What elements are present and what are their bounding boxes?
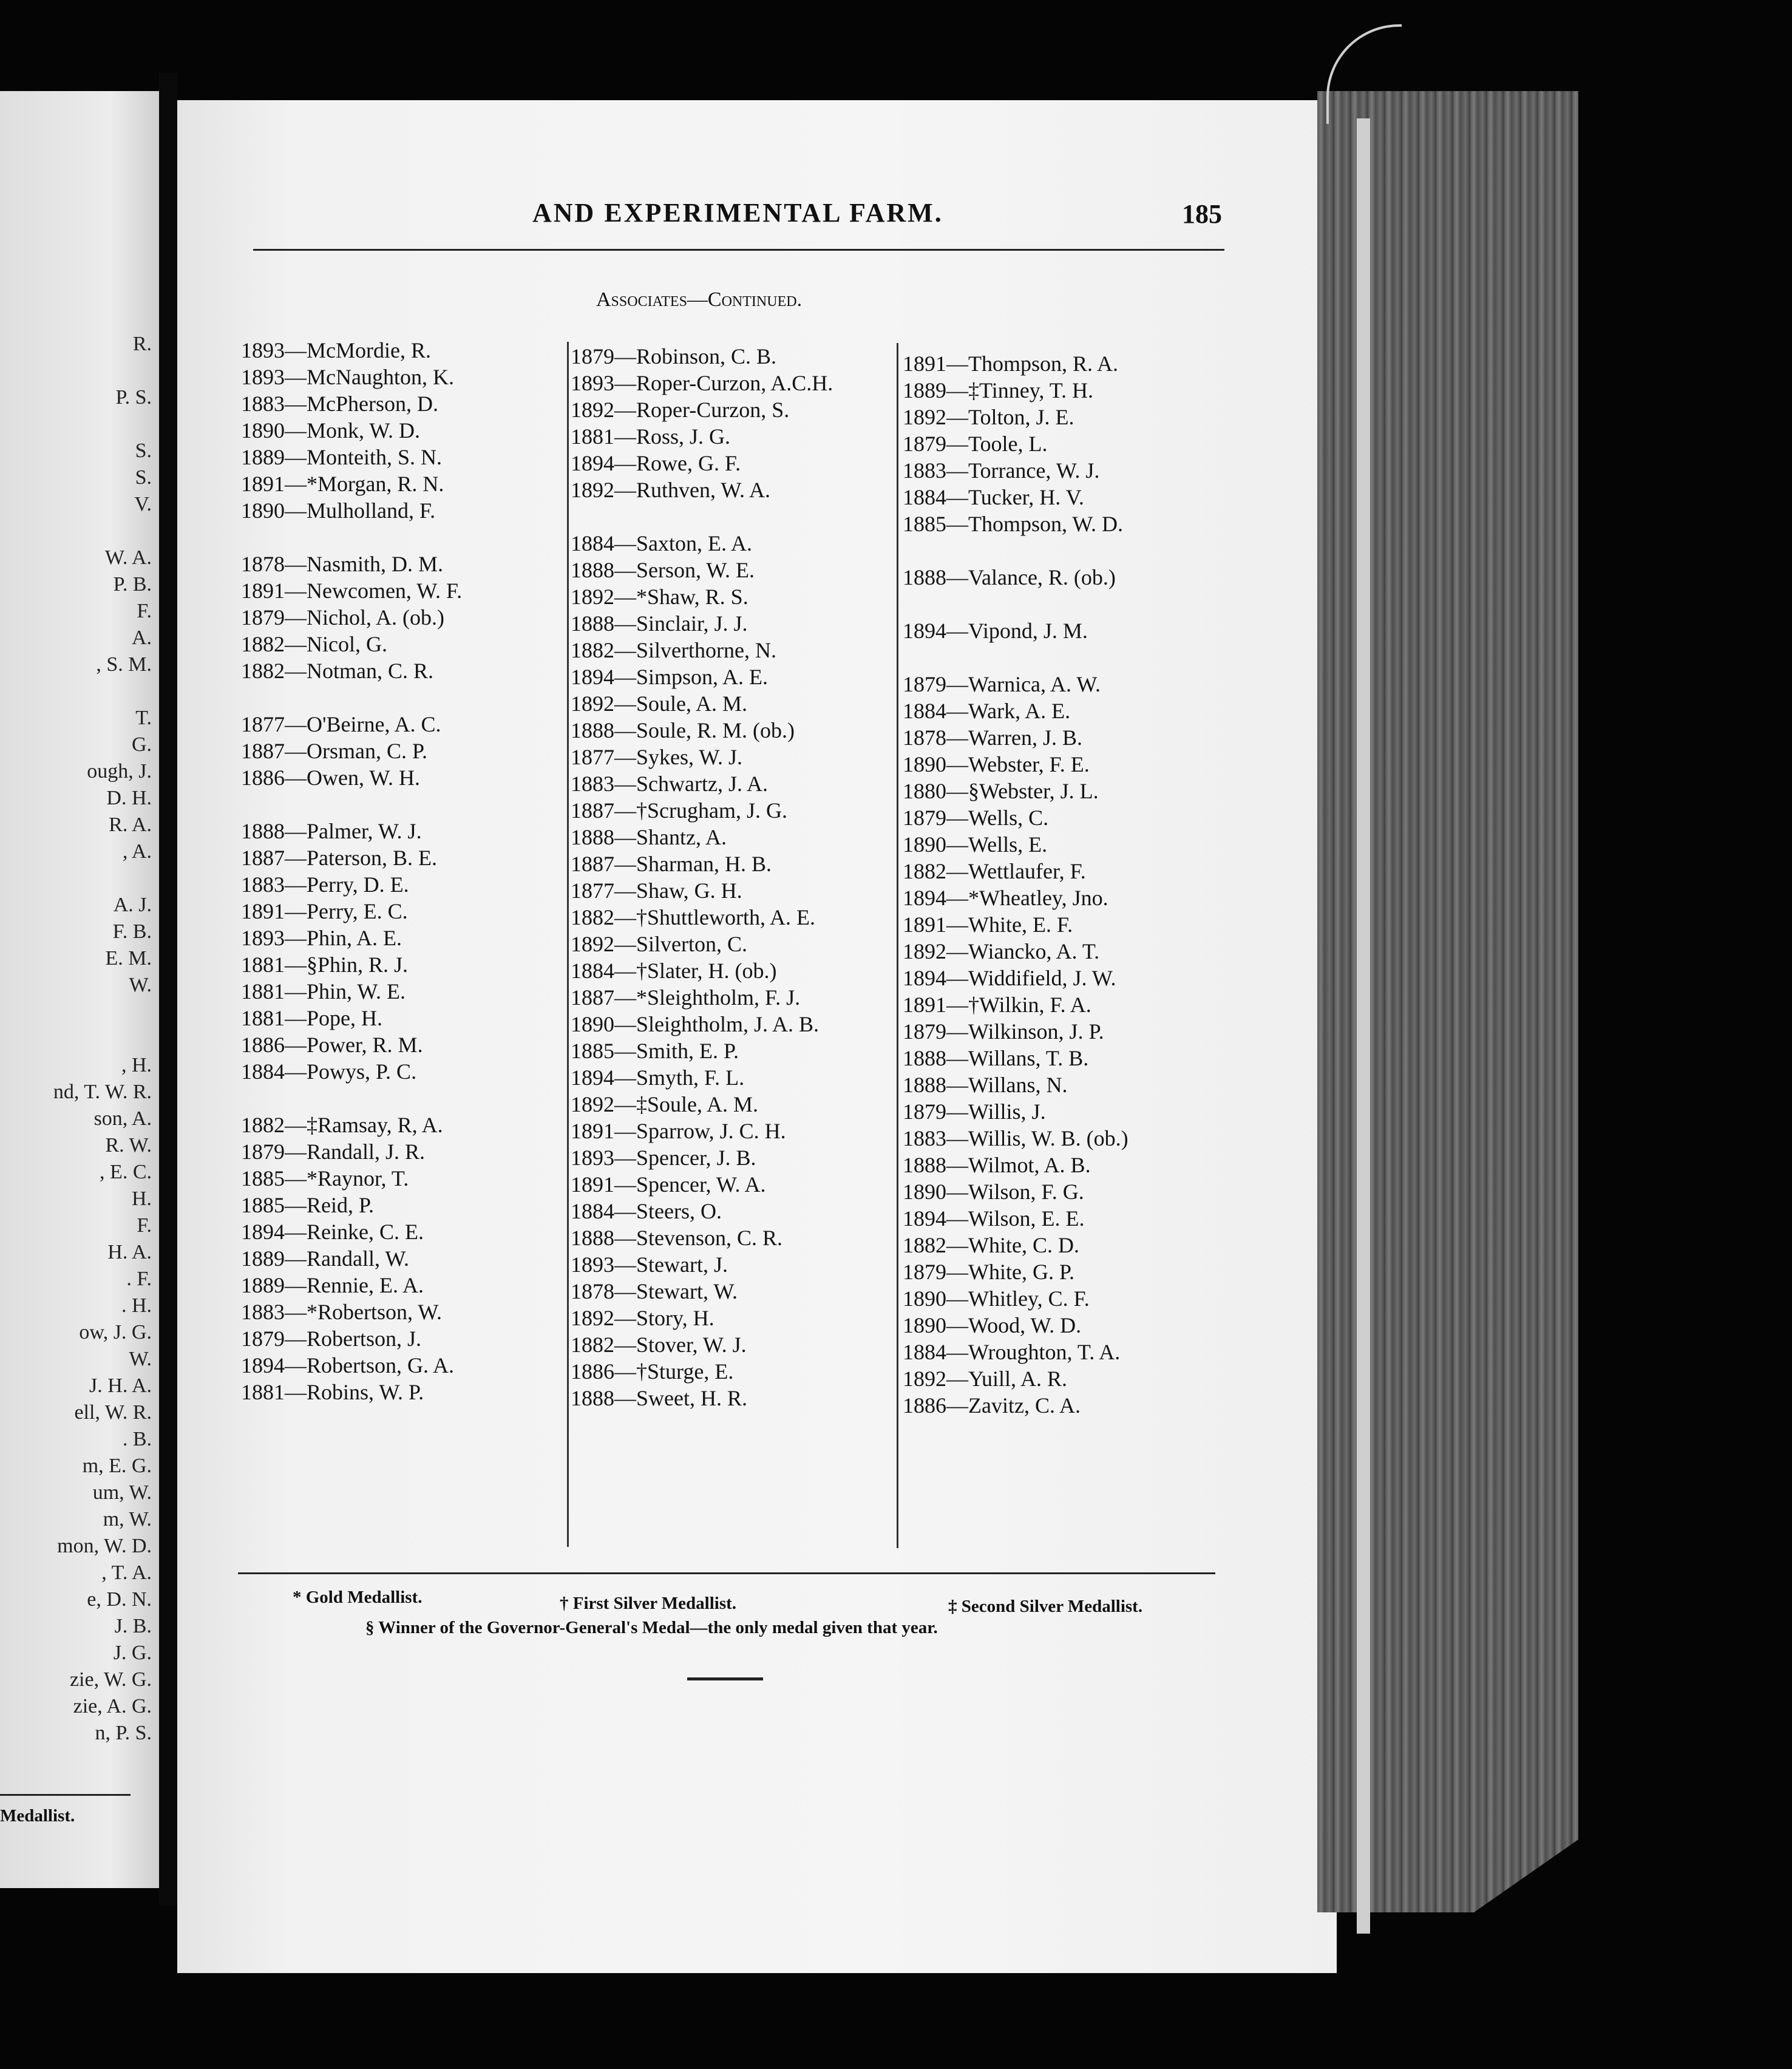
column-1 bbox=[241, 337, 557, 1405]
register-entry: 1893—McNaughton, K. bbox=[241, 365, 454, 389]
register-entry: 1892—Yuill, A. R. bbox=[903, 1367, 1068, 1391]
register-entry: 1891—†Wilkin, F. A. bbox=[903, 993, 1091, 1017]
register-entry: 1878—Nasmith, D. M. bbox=[241, 552, 443, 576]
register-entry: 1888—Wilmot, A. B. bbox=[903, 1153, 1091, 1177]
entry-gap bbox=[241, 524, 557, 551]
left-page-line: m, W. bbox=[103, 1508, 152, 1531]
register-entry: 1882—Nicol, G. bbox=[241, 632, 387, 656]
register-entry: 1879—Toole, L. bbox=[903, 432, 1048, 456]
register-entry: 1889—Randall, W. bbox=[241, 1246, 409, 1271]
register-entry: 1879—White, G. P. bbox=[903, 1260, 1074, 1284]
left-page-line: S. bbox=[135, 440, 152, 462]
left-page-line: ough, J. bbox=[87, 760, 152, 783]
register-entry: 1882—†Shuttleworth, A. E. bbox=[571, 905, 815, 929]
register-entry: 1886—Power, R. M. bbox=[241, 1033, 423, 1057]
register-entry: 1883—Schwartz, J. A. bbox=[571, 772, 768, 796]
left-page-line: zie, W. G. bbox=[69, 1668, 152, 1691]
page-number: 185 bbox=[1182, 199, 1222, 229]
left-page-footnote-rule bbox=[0, 1794, 131, 1796]
register-entry: 1892—Story, H. bbox=[571, 1306, 714, 1330]
register-entry: 1891—Perry, E. C. bbox=[241, 899, 408, 923]
bookmark-ribbon bbox=[1326, 24, 1402, 124]
left-page-line: F. bbox=[137, 1214, 152, 1237]
register-entry: 1883—McPherson, D. bbox=[241, 392, 438, 416]
register-entry: 1888—Willans, N. bbox=[903, 1073, 1068, 1097]
register-entry: 1887—Orsman, C. P. bbox=[241, 739, 428, 763]
register-entry: 1885—Reid, P. bbox=[241, 1193, 375, 1217]
register-entry: 1887—*Sleightholm, F. J. bbox=[571, 985, 801, 1010]
register-entry: 1883—Perry, D. E. bbox=[241, 872, 409, 897]
register-entry: 1894—Smyth, F. L. bbox=[571, 1065, 745, 1090]
register-entry: 1887—†Scrugham, J. G. bbox=[571, 798, 787, 823]
left-page-line: n, P. S. bbox=[95, 1722, 152, 1744]
register-entry: 1880—§Webster, J. L. bbox=[903, 779, 1099, 803]
left-page-line: W. A. bbox=[104, 546, 152, 569]
register-entry: 1894—Wilson, E. E. bbox=[903, 1206, 1085, 1231]
entry-gap bbox=[571, 503, 911, 530]
register-entry: 1892—Tolton, J. E. bbox=[903, 405, 1074, 429]
register-entry: 1893—Stewart, J. bbox=[571, 1252, 728, 1277]
left-page-line: D. H. bbox=[106, 787, 152, 809]
left-page-line: um, W. bbox=[92, 1481, 152, 1504]
register-entry: 1879—Robinson, C. B. bbox=[571, 344, 777, 369]
register-entry: 1882—White, C. D. bbox=[903, 1233, 1079, 1257]
register-entry: 1890—Mulholland, F. bbox=[241, 498, 436, 523]
register-entry: 1892—‡Soule, A. M. bbox=[571, 1092, 759, 1116]
left-page-line: H. A. bbox=[107, 1241, 152, 1263]
register-entry: 1890—Webster, F. E. bbox=[903, 752, 1090, 776]
register-entry: 1879—Wells, C. bbox=[903, 806, 1049, 830]
register-entry: 1877—Shaw, G. H. bbox=[571, 878, 742, 903]
register-entry: 1884—Wark, A. E. bbox=[903, 699, 1071, 723]
left-page-line: . B. bbox=[122, 1428, 152, 1450]
register-entry: 1888—Sweet, H. R. bbox=[571, 1386, 747, 1410]
page-stack-highlight bbox=[1357, 118, 1370, 1934]
register-entry: 1884—Wroughton, T. A. bbox=[903, 1340, 1121, 1364]
left-page-line: , T. A. bbox=[101, 1561, 152, 1584]
register-entry: 1879—Randall, J. R. bbox=[241, 1140, 425, 1164]
left-page-line bbox=[53, 999, 152, 1025]
register-entry: 1888—Serson, W. E. bbox=[571, 558, 755, 582]
left-page-line: H. bbox=[131, 1187, 152, 1210]
register-entry: 1891—*Morgan, R. N. bbox=[241, 472, 444, 496]
left-page-line: e, D. N. bbox=[87, 1588, 152, 1611]
register-entry: 1889—‡Tinney, T. H. bbox=[903, 378, 1094, 403]
register-entry: 1894—Robertson, G. A. bbox=[241, 1353, 454, 1378]
left-page-line: A. J. bbox=[113, 894, 152, 916]
book-gutter bbox=[159, 73, 177, 1906]
entry-gap bbox=[241, 1085, 557, 1112]
entry-gap bbox=[241, 791, 557, 818]
register-entry: 1884—Saxton, E. A. bbox=[571, 531, 753, 555]
left-page-line: nd, T. W. R. bbox=[53, 1081, 152, 1103]
register-entry: 1884—†Slater, H. (ob.) bbox=[571, 959, 777, 983]
left-page-line: ow, J. G. bbox=[79, 1321, 152, 1344]
register-entry: 1892—Ruthven, W. A. bbox=[571, 478, 771, 502]
left-page-text bbox=[53, 331, 152, 1747]
register-entry: 1890—Whitley, C. F. bbox=[903, 1286, 1090, 1311]
register-entry: 1891—Sparrow, J. C. H. bbox=[571, 1119, 786, 1143]
register-entry: 1881—Ross, J. G. bbox=[571, 424, 731, 449]
register-entry: 1892—Silverton, C. bbox=[571, 932, 748, 956]
register-entry: 1879—Willis, J. bbox=[903, 1099, 1046, 1124]
left-page-line: R. W. bbox=[105, 1134, 152, 1157]
right-page bbox=[177, 100, 1337, 1973]
entry-gap bbox=[903, 644, 1218, 671]
register-entry: 1893—Spencer, J. B. bbox=[571, 1146, 756, 1170]
column-rule-2 bbox=[897, 343, 898, 1548]
left-page-footnote: Medallist. bbox=[0, 1806, 75, 1826]
left-page-line: R. bbox=[132, 333, 152, 355]
left-page-line: m, E. G. bbox=[82, 1455, 152, 1477]
register-entry: 1879—Robertson, J. bbox=[241, 1327, 421, 1351]
entry-gap bbox=[903, 591, 1218, 617]
header-rule bbox=[253, 249, 1224, 251]
register-entry: 1878—Warren, J. B. bbox=[903, 725, 1083, 750]
register-entry: 1890—Wood, W. D. bbox=[903, 1313, 1082, 1337]
register-entry: 1882—Stover, W. J. bbox=[571, 1333, 747, 1357]
register-entry: 1894—Widdifield, J. W. bbox=[903, 966, 1116, 990]
left-page-line: J. G. bbox=[113, 1642, 152, 1664]
footnote-rule bbox=[238, 1572, 1215, 1574]
register-entry: 1894—Reinke, C. E. bbox=[241, 1220, 424, 1244]
register-entry: 1882—Wettlaufer, F. bbox=[903, 859, 1086, 883]
left-page-line: ell, W. R. bbox=[74, 1401, 152, 1424]
register-entry: 1883—Willis, W. B. (ob.) bbox=[903, 1126, 1128, 1150]
footnote-first-silver: † First Silver Medallist. bbox=[560, 1594, 737, 1613]
register-entry: 1891—White, E. F. bbox=[903, 912, 1073, 937]
left-page-line: F. bbox=[137, 600, 152, 622]
register-entry: 1883—Torrance, W. J. bbox=[903, 458, 1100, 483]
register-entry: 1885—*Raynor, T. bbox=[241, 1166, 409, 1191]
section-heading bbox=[596, 288, 802, 311]
left-page-line: zie, A. G. bbox=[73, 1695, 152, 1717]
left-page-line bbox=[53, 865, 152, 892]
left-page-line: , S. M. bbox=[96, 653, 152, 676]
left-page-line: G. bbox=[131, 733, 152, 756]
register-entry: 1893—Roper-Curzon, A.C.H. bbox=[571, 371, 833, 395]
register-entry: 1879—Warnica, A. W. bbox=[903, 672, 1101, 696]
entry-gap bbox=[241, 684, 557, 711]
register-entry: 1879—Nichol, A. (ob.) bbox=[241, 605, 444, 630]
left-page-line: P. S. bbox=[115, 386, 152, 409]
register-entry: 1885—Thompson, W. D. bbox=[903, 512, 1124, 536]
register-entry: 1888—Stevenson, C. R. bbox=[571, 1226, 783, 1250]
section-heading-text: Associates—Continued. bbox=[596, 288, 803, 311]
register-entry: 1879—Wilkinson, J. P. bbox=[903, 1019, 1104, 1044]
register-entry: 1884—Powys, P. C. bbox=[241, 1059, 417, 1084]
register-entry: 1882—Silverthorne, N. bbox=[571, 638, 776, 662]
left-page-line: J. H. A. bbox=[89, 1374, 152, 1397]
register-entry: 1892—*Shaw, R. S. bbox=[571, 585, 748, 609]
register-entry: 1888—Soule, R. M. (ob.) bbox=[571, 718, 795, 742]
left-page-line: , E. C. bbox=[100, 1161, 152, 1183]
column-rule-1 bbox=[567, 342, 569, 1547]
register-entry: 1893—McMordie, R. bbox=[241, 338, 431, 362]
register-entry: 1882—‡Ramsay, R, A. bbox=[241, 1113, 443, 1137]
register-entry: 1889—Monteith, S. N. bbox=[241, 445, 443, 469]
register-entry: 1890—Wilson, F. G. bbox=[903, 1180, 1084, 1204]
register-entry: 1888—Sinclair, J. J. bbox=[571, 611, 748, 636]
footnote-second-silver: ‡ Second Silver Medallist. bbox=[948, 1597, 1143, 1616]
left-page-line: P. B. bbox=[113, 573, 152, 596]
running-head: AND EXPERIMENTAL FARM. bbox=[532, 198, 943, 228]
register-entry: 1885—Smith, E. P. bbox=[571, 1039, 739, 1063]
left-page-line: A. bbox=[131, 627, 152, 649]
left-page-line: S. bbox=[135, 466, 152, 489]
register-entry: 1888—Valance, R. (ob.) bbox=[903, 565, 1116, 589]
register-entry: 1883—*Robertson, W. bbox=[241, 1300, 443, 1324]
register-entry: 1886—Zavitz, C. A. bbox=[903, 1393, 1081, 1418]
left-page-line bbox=[53, 411, 152, 438]
register-entry: 1892—Roper-Curzon, S. bbox=[571, 398, 790, 422]
left-page-line: , A. bbox=[122, 840, 152, 863]
left-page-line: . H. bbox=[121, 1294, 152, 1317]
register-entry: 1891—Spencer, W. A. bbox=[571, 1172, 766, 1197]
left-page-line: F. B. bbox=[112, 920, 152, 943]
register-entry: 1894—Simpson, A. E. bbox=[571, 665, 769, 689]
register-entry: 1877—Sykes, W. J. bbox=[571, 745, 743, 769]
left-page-line bbox=[53, 518, 152, 545]
register-entry: 1886—†Sturge, E. bbox=[571, 1359, 734, 1384]
left-page-line: . F. bbox=[126, 1268, 152, 1290]
left-page-line: V. bbox=[134, 493, 152, 515]
register-entry: 1889—Rennie, E. A. bbox=[241, 1273, 424, 1297]
left-facing-page bbox=[0, 91, 159, 1888]
register-entry: 1881—Pope, H. bbox=[241, 1006, 382, 1030]
register-entry: 1890—Monk, W. D. bbox=[241, 418, 421, 443]
register-entry: 1894—*Wheatley, Jno. bbox=[903, 886, 1108, 910]
left-page-line: J. B. bbox=[114, 1615, 152, 1637]
register-entry: 1881—Robins, W. P. bbox=[241, 1380, 424, 1404]
left-page-line: T. bbox=[135, 707, 152, 729]
entry-gap bbox=[903, 537, 1218, 564]
left-page-line bbox=[53, 678, 152, 705]
register-entry: 1878—Stewart, W. bbox=[571, 1279, 738, 1303]
register-entry: 1893—Phin, A. E. bbox=[241, 926, 402, 950]
register-entry: 1894—Rowe, G. F. bbox=[571, 451, 741, 475]
register-entry: 1881—Phin, W. E. bbox=[241, 979, 406, 1004]
left-page-line: , H. bbox=[121, 1054, 152, 1076]
column-3 bbox=[903, 350, 1218, 1419]
register-entry: 1881—§Phin, R. J. bbox=[241, 953, 409, 977]
left-page-line: son, A. bbox=[93, 1107, 152, 1130]
register-entry: 1884—Steers, O. bbox=[571, 1199, 722, 1223]
register-entry: 1877—O'Beirne, A. C. bbox=[241, 712, 441, 736]
closing-rule bbox=[687, 1677, 763, 1680]
register-entry: 1892—Wiancko, A. T. bbox=[903, 939, 1100, 963]
left-page-line: R. A. bbox=[109, 814, 152, 836]
register-entry: 1888—Shantz, A. bbox=[571, 825, 727, 849]
register-entry: 1887—Sharman, H. B. bbox=[571, 852, 772, 876]
left-page-line: E. M. bbox=[105, 947, 152, 970]
register-entry: 1888—Palmer, W. J. bbox=[241, 819, 422, 843]
register-entry: 1891—Thompson, R. A. bbox=[903, 352, 1119, 376]
register-entry: 1890—Wells, E. bbox=[903, 832, 1048, 857]
left-page-line bbox=[53, 358, 152, 384]
left-page-line: W. bbox=[129, 1348, 152, 1370]
register-entry: 1886—Owen, W. H. bbox=[241, 766, 420, 790]
left-page-line: mon, W. D. bbox=[57, 1535, 152, 1557]
left-page-line bbox=[53, 1025, 152, 1052]
register-entry: 1884—Tucker, H. V. bbox=[903, 485, 1084, 509]
left-page-line: W. bbox=[129, 974, 152, 996]
footnote-gold: * Gold Medallist. bbox=[293, 1588, 423, 1607]
register-entry: 1890—Sleightholm, J. A. B. bbox=[571, 1012, 820, 1036]
register-entry: 1882—Notman, C. R. bbox=[241, 659, 434, 683]
footnote-governor-general: § Winner of the Governor-General's Medal—the only medal given that year. bbox=[365, 1618, 938, 1637]
register-entry: 1888—Willans, T. B. bbox=[903, 1046, 1089, 1070]
register-entry: 1894—Vipond, J. M. bbox=[903, 619, 1088, 643]
column-2 bbox=[571, 343, 911, 1412]
register-entry: 1892—Soule, A. M. bbox=[571, 691, 748, 716]
register-entry: 1891—Newcomen, W. F. bbox=[241, 579, 463, 603]
register-entry: 1887—Paterson, B. E. bbox=[241, 846, 437, 870]
